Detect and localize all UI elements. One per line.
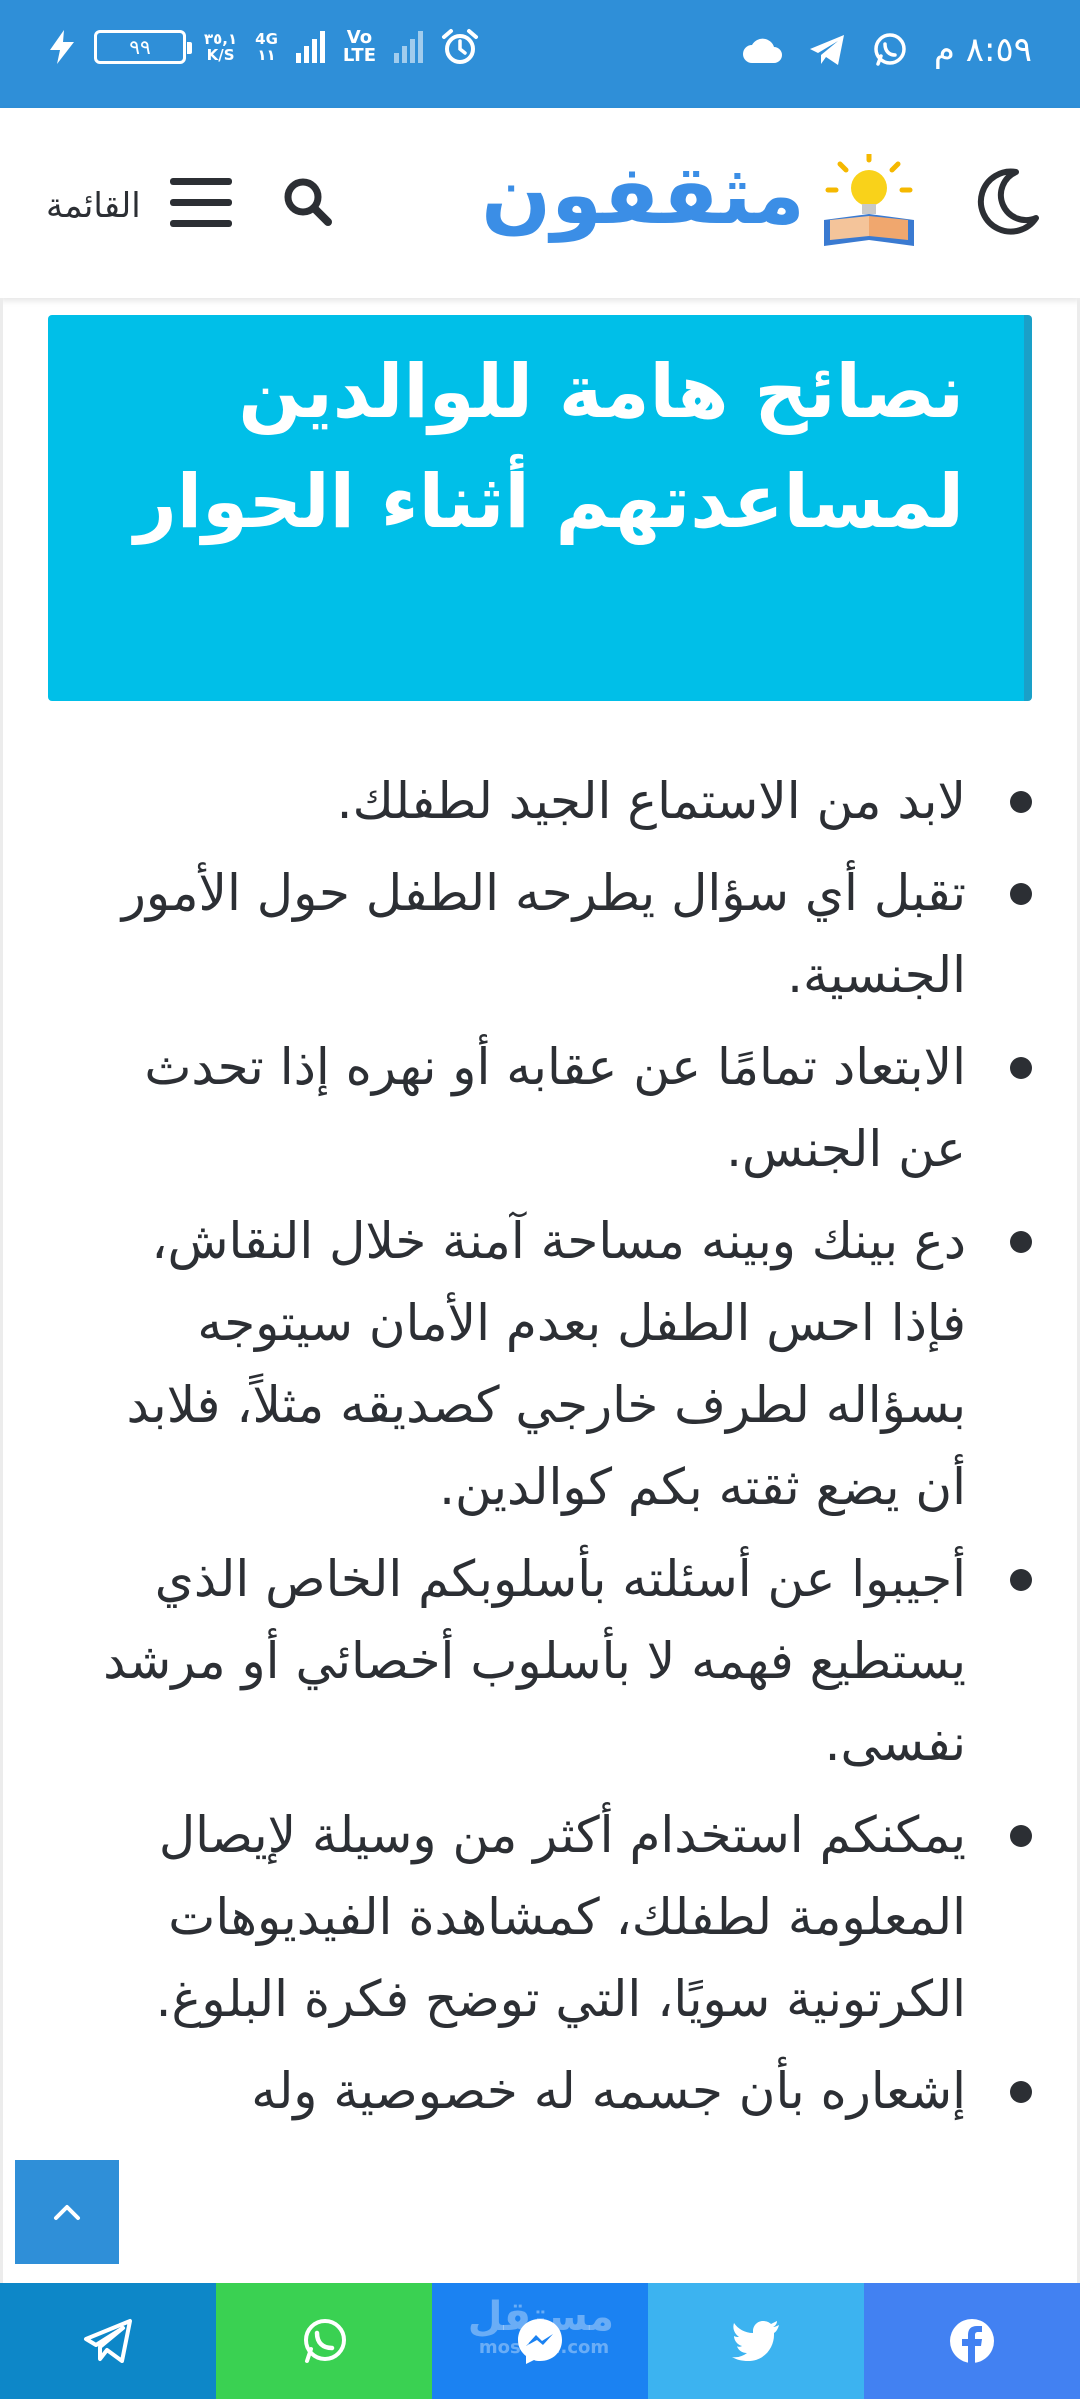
menu-label[interactable]: القائمة <box>46 186 141 226</box>
telegram-icon <box>83 2318 133 2364</box>
list-item: إشعاره بأن جسمه له خصوصية وله <box>66 2050 966 2132</box>
share-telegram-button[interactable] <box>0 2283 216 2399</box>
article-section-heading-box <box>48 315 1032 701</box>
cloud-icon <box>742 37 782 63</box>
telegram-notification-icon <box>808 33 846 67</box>
signal-strength-2-icon <box>394 31 423 63</box>
list-item: لابد من الاستماع الجيد لطفلك. <box>66 760 966 842</box>
tips-list <box>66 760 966 2142</box>
network-speed <box>204 31 237 63</box>
volte-indicator <box>343 29 376 65</box>
site-header <box>0 108 1080 298</box>
list-item: الابتعاد تمامًا عن عقابه أو نهره إذا تحدث عن الجنس. <box>66 1026 966 1190</box>
volte-top: Vo <box>346 27 373 48</box>
network-type <box>255 31 278 63</box>
charging-icon <box>48 30 76 64</box>
share-twitter-button[interactable] <box>648 2283 864 2399</box>
battery-level: ٩٩ <box>129 35 151 59</box>
battery-indicator <box>94 30 186 64</box>
facebook-icon <box>948 2317 996 2365</box>
list-item: أجيبوا عن أسئلته بأسلوبكم الخاص الذي يستطيع فهمه لا بأسلوب أخصائي أو مرشد نفسى. <box>66 1538 966 1784</box>
book-lightbulb-logo-icon[interactable] <box>818 154 920 254</box>
back-to-top-button[interactable] <box>15 2160 119 2264</box>
clock: ٨:٥٩ م <box>933 30 1032 70</box>
list-item: دع بينك وبينه مساحة آمنة خلال النقاش، فإذا احس الطفل بعدم الأمان سيتوجه بسؤاله لطرف خارجي كصديقه مثلاً، فلابد أن يضع ثقته بكم كوالدين. <box>66 1200 966 1528</box>
share-whatsapp-button[interactable] <box>216 2283 432 2399</box>
mostaql-watermark <box>467 2294 614 2358</box>
watermark-arabic: مستقل <box>467 2294 614 2340</box>
site-logo-text[interactable]: مثقفون <box>481 148 805 243</box>
chevron-up-icon <box>52 2202 82 2222</box>
network-speed-value: ٣٥,١ <box>204 30 238 48</box>
network-speed-unit: K/S <box>206 46 235 64</box>
list-item: تقبل أي سؤال يطرحه الطفل حول الأمور الجنسية. <box>66 852 966 1016</box>
dark-mode-toggle-icon[interactable] <box>976 168 1040 236</box>
article-section-heading: نصائح هامة للوالدين لمساعدتهم أثناء الحوار <box>134 349 964 545</box>
hamburger-menu-icon[interactable] <box>170 178 232 230</box>
volte-bottom: LTE <box>342 45 376 66</box>
list-item: يمكنكم استخدام أكثر من وسيلة لإيصال المعلومة لطفلك، كمشاهدة الفيديوهات الكرتونية سويًا، التي توضح فكرة البلوغ. <box>66 1794 966 2040</box>
twitter-icon <box>731 2320 781 2362</box>
status-bar <box>0 0 1080 108</box>
search-icon[interactable] <box>278 172 338 232</box>
network-type-sub: ١١ <box>257 46 276 64</box>
whatsapp-notification-icon <box>872 32 908 68</box>
status-bar-right <box>742 30 1032 70</box>
watermark-latin: mostaql.com <box>478 2337 610 2358</box>
alarm-icon <box>441 28 479 66</box>
network-type-label: 4G <box>255 30 278 48</box>
whatsapp-icon <box>300 2317 348 2365</box>
signal-strength-icon <box>296 31 325 63</box>
status-bar-left <box>48 28 479 66</box>
share-facebook-button[interactable] <box>864 2283 1080 2399</box>
